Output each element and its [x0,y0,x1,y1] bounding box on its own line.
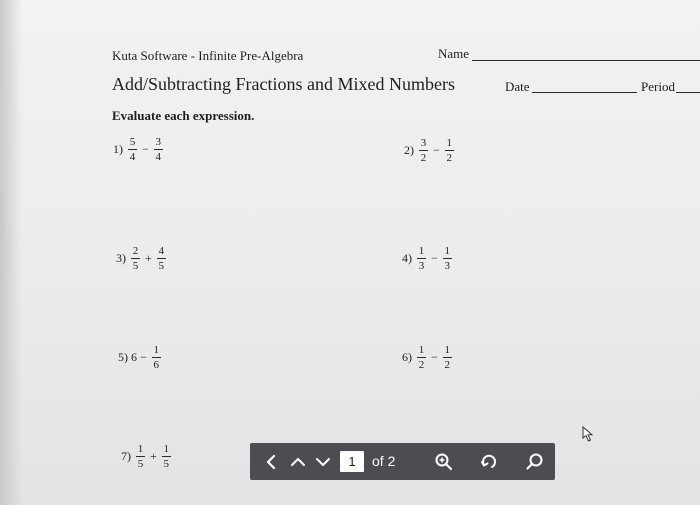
fraction: $\frac{5}{4}$ [129,136,136,163]
fraction: $\frac{1}{3}$ [444,245,451,272]
fraction: $\frac{1}{6}$ [153,344,160,371]
fraction: $\frac{1}{2}$ [418,344,425,371]
worksheet-title: Add/Subtracting Fractions and Mixed Numbers [112,74,455,94]
operator: + [150,449,157,463]
page-count-label: of 2 [372,453,396,469]
chevron-left-icon[interactable] [260,451,282,473]
problem-number: 2) [404,143,414,157]
search-icon[interactable] [524,451,546,473]
operator: + [145,251,152,265]
page-shadow [0,0,22,505]
whole-number: 6 [131,350,137,364]
pdf-viewer-toolbar [250,443,555,480]
fraction: $\frac{3}{2}$ [420,137,427,164]
problem-2 [404,137,457,164]
fraction: $\frac{1}{2}$ [446,137,453,164]
fraction: $\frac{1}{5}$ [137,443,144,470]
fraction: $\frac{3}{4}$ [155,136,162,163]
operator: − [142,142,149,156]
problem-number: 4) [402,251,412,265]
problem-6 [402,344,455,371]
problem-1 [113,136,166,163]
publisher-label: Kuta Software - Infinite Pre-Algebra [112,48,304,63]
problem-4 [402,245,455,272]
fraction: $\frac{1}{3}$ [418,245,425,272]
date-label: Date [505,79,530,94]
chevron-up-icon[interactable] [287,451,309,473]
problem-7 [121,443,174,470]
name-field-line [472,60,700,61]
date-field-line [532,92,637,93]
zoom-in-icon[interactable] [433,451,455,473]
period-field-line [676,92,700,93]
problem-number: 5) [118,350,128,364]
problem-number: 6) [402,350,412,364]
fraction: $\frac{1}{2}$ [444,344,451,371]
period-label: Period [641,79,675,94]
name-label: Name [438,46,470,61]
operator: − [431,251,438,265]
problem-5 [118,344,164,371]
operator: − [431,350,438,364]
page-number-input[interactable]: 1 [340,451,364,472]
operator: − [140,350,147,364]
fraction: $\frac{1}{5}$ [163,443,170,470]
problem-number: 3) [116,251,126,265]
problem-3 [116,245,169,272]
hand-cursor-icon [580,425,598,443]
operator: − [433,143,440,157]
fraction: $\frac{2}{5}$ [132,245,139,272]
rotate-icon[interactable] [478,451,500,473]
chevron-down-icon[interactable] [312,451,334,473]
problem-number: 7) [121,449,131,463]
instructions: Evaluate each expression. [112,108,255,123]
problem-number: 1) [113,142,123,156]
fraction: $\frac{4}{5}$ [158,245,165,272]
